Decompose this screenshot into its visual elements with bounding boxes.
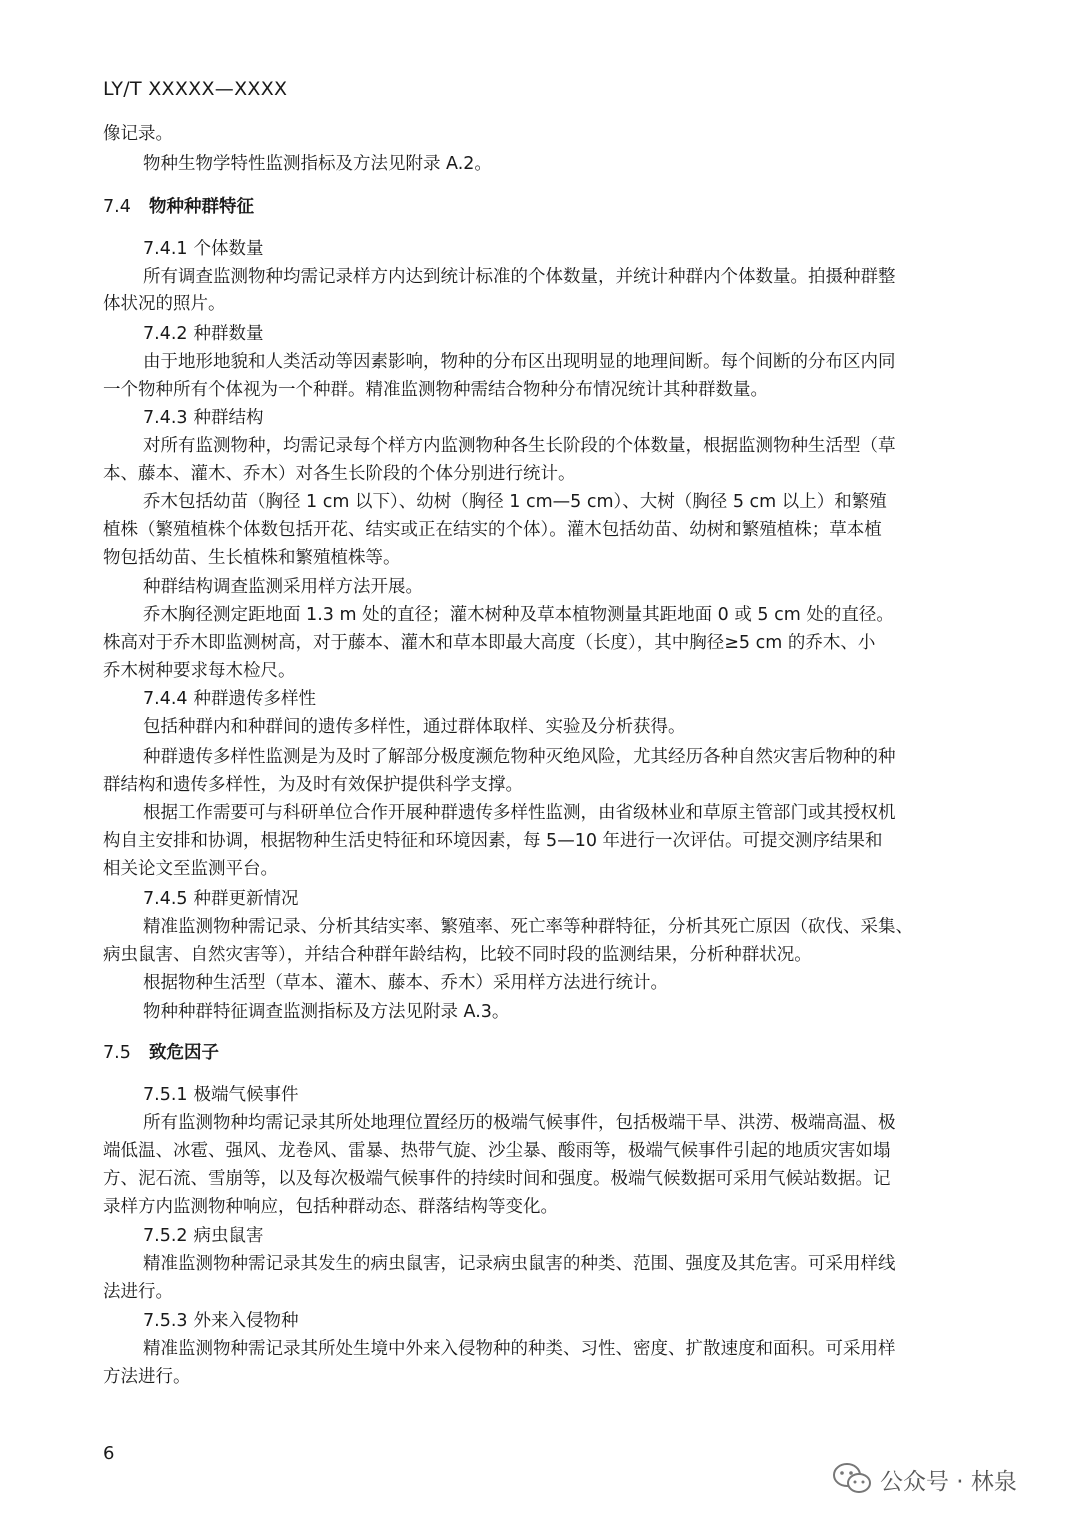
section-heading [103,195,254,219]
subsection-heading [143,1083,299,1107]
subsection-heading [143,1309,299,1333]
watermark-text: 公众号 · 林泉 [880,1468,1017,1495]
paragraph-first-line: 精准监测物种需记录其发生的病虫鼠害，记录病虫鼠害的种类、范围、强度及其危害。可采用样线 [143,1254,896,1274]
text-line: 一个物种所有个体视为一个种群。精准监测物种需结合物种分布情况统计其种群数量。 [103,380,768,400]
subsection-heading [143,237,264,261]
heading-number: 7.5.2 [143,1226,188,1246]
watermark [832,1462,1017,1496]
text-line: 像记录。 [103,124,173,144]
paragraph-first-line: 种群结构调查监测采用样方法开展。 [143,577,423,597]
standard-code: LY/T XXXXX—XXXX [103,78,288,100]
text-line: 物包括幼苗、生长植株和繁殖植株等。 [103,548,401,568]
section-heading [103,1041,219,1065]
text-line: 株高对于乔木即监测树高，对于藤本、灌木和草本即最大高度（长度），其中胸径≥5 cm 的乔木、小 [103,633,876,653]
text-line: 植株（繁殖植株个体数包括开花、结实或正在结实的个体）。灌木包括幼苗、幼树和繁殖植株；草本植 [103,520,882,540]
text-line: 方法进行。 [103,1367,191,1387]
heading-number: 7.4.2 [143,324,188,344]
page-number: 6 [103,1443,115,1464]
heading-title: 外来入侵物种 [193,1311,299,1331]
text-line: 体状况的照片。 [103,294,226,314]
subsection-heading [143,1224,264,1248]
heading-title: 种群遗传多样性 [193,689,317,709]
heading-number: 7.5.1 [143,1085,188,1105]
heading-title: 致危因子 [149,1043,219,1063]
paragraph-first-line: 乔木胸径测定距地面 1.3 m 处的直径；灌木树种及草本植物测量其距地面 0 或 5 cm 处的直径。 [143,605,894,625]
text-line: 构自主安排和协调，根据物种生活史特征和环境因素，每 5—10 年进行一次评估。可提交测序结果和 [103,831,883,851]
text-line: 本、藤本、灌木、乔木）对各生长阶段的个体分别进行统计。 [103,464,576,484]
text-line: 群结构和遗传多样性，为及时有效保护提供科学支撑。 [103,775,523,795]
subsection-heading [143,322,264,346]
paragraph-first-line: 种群遗传多样性监测是为及时了解部分极度濒危物种灭绝风险，尤其经历各种自然灾害后物种的种 [143,747,896,767]
heading-number: 7.4.5 [143,889,188,909]
paragraph-first-line: 由于地形地貌和人类活动等因素影响，物种的分布区出现明显的地理间断。每个间断的分布区内同 [143,352,896,372]
paragraph-first-line: 包括种群内和种群间的遗传多样性，通过群体取样、实验及分析获得。 [143,717,686,737]
paragraph-first-line: 对所有监测物种，均需记录每个样方内监测物种各生长阶段的个体数量，根据监测物种生活型（草 [143,436,896,456]
heading-number: 7.5 [103,1043,131,1063]
paragraph-first-line: 所有监测物种均需记录其所处地理位置经历的极端气候事件，包括极端干旱、洪涝、极端高温、极 [143,1113,896,1133]
paragraph-first-line: 精准监测物种需记录、分析其结实率、繁殖率、死亡率等种群特征，分析其死亡原因（砍伐、采集、 [143,917,913,937]
heading-title: 种群更新情况 [193,889,299,909]
text-line: 乔木树种要求每木检尺。 [103,661,296,681]
paragraph-first-line: 物种种群特征调查监测指标及方法见附录 A.3。 [143,1002,510,1022]
heading-number: 7.5.3 [143,1311,188,1331]
heading-title: 种群结构 [193,408,264,428]
heading-title: 极端气候事件 [193,1085,299,1105]
text-line: 法进行。 [103,1282,173,1302]
heading-title: 物种种群特征 [149,197,254,217]
paragraph-first-line: 精准监测物种需记录其所处生境中外来入侵物种的种类、习性、密度、扩散速度和面积。可采用样 [143,1339,896,1359]
text-line: 录样方内监测物种响应，包括种群动态、群落结构等变化。 [103,1197,558,1217]
paragraph-first-line: 根据物种生活型（草本、灌木、藤本、乔木）采用样方法进行统计。 [143,973,668,993]
subsection-heading [143,887,299,911]
subsection-heading [143,687,316,711]
text-line: 端低温、冰雹、强风、龙卷风、雷暴、热带气旋、沙尘暴、酸雨等，极端气候事件引起的地质灾害如塌 [103,1141,891,1161]
text-line: 相关论文至监测平台。 [103,859,278,879]
heading-number: 7.4 [103,197,131,217]
text-line: 病虫鼠害、自然灾害等），并结合种群年龄结构，比较不同时段的监测结果，分析种群状况。 [103,945,812,965]
heading-number: 7.4.4 [143,689,188,709]
wechat-icon [832,1462,872,1496]
paragraph-first-line: 所有调查监测物种均需记录样方内达到统计标准的个体数量，并统计种群内个体数量。拍摄种群整 [143,267,896,287]
heading-title: 病虫鼠害 [193,1226,264,1246]
heading-title: 种群数量 [193,324,264,344]
subsection-heading [143,406,264,430]
text-line: 方、泥石流、雪崩等，以及每次极端气候事件的持续时间和强度。极端气候数据可采用气候站数据。记 [103,1169,891,1189]
heading-title: 个体数量 [193,239,264,259]
paragraph-first-line: 乔木包括幼苗（胸径 1 cm 以下）、幼树（胸径 1 cm—5 cm）、大树（胸径 5 cm 以上）和繁殖 [143,492,887,512]
paragraph-first-line: 物种生物学特性监测指标及方法见附录 A.2。 [143,154,492,174]
heading-number: 7.4.3 [143,408,188,428]
paragraph-first-line: 根据工作需要可与科研单位合作开展种群遗传多样性监测，由省级林业和草原主管部门或其授权机 [143,803,896,823]
heading-number: 7.4.1 [143,239,188,259]
